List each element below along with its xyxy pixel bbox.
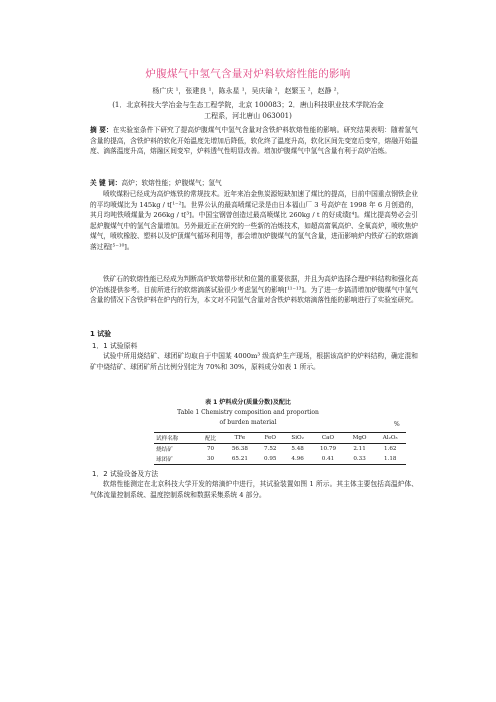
table-cell: 1.18 <box>374 454 406 465</box>
table-cell: 65.21 <box>223 454 256 465</box>
table-header-row <box>154 433 406 444</box>
keywords-label: 关 键 词： <box>90 179 122 187</box>
table-unit: % <box>394 421 400 428</box>
composition-table <box>154 432 406 465</box>
table-cell: 56.38 <box>231 446 248 452</box>
table-cell: 30 <box>198 454 223 465</box>
paper-title: 炉腹煤气中氢气含量对炉料软熔性能的影响 <box>145 68 351 80</box>
table-header-cell: 配比 <box>198 433 223 444</box>
table-cell: 10.79 <box>319 446 336 452</box>
intro-paragraph-1: 喷吹煤粉已经成为高炉炼铁的常规技术。近年来冶金焦炭源短缺加速了煤比的提高，目前中国重点钢铁企业的平均喷煤比为 145kg / t[¹⁻²]。世界公认的最高喷煤记录是由日本福山厂 3 号高炉在 1998 年 6 月创造的，其月均吨铁喷煤量为 266kg / t[³]。中国宝钢曾创造过最高喷煤比 260kg / t 的好成绩[⁴]。煤比提高势必会引起炉腹煤气中的氢气含量增加。另外最近正在研究的一些新的冶炼技术，如超高富氧高炉、全氧高炉，喷吹焦炉煤气，喷吹橡胶、塑料以及炉顶煤气循环利用等，都会增加炉腹煤气的氢气含量，进而影响炉内铁矿石的软熔滴落过程[⁵⁻¹⁰]。 <box>90 190 418 251</box>
table-cell: 4.96 <box>284 454 311 465</box>
table-cell: 球团矿 <box>154 454 198 465</box>
affiliation-line-1: (1．北京科技大学冶金与生态工程学院，北京 100083；2．唐山科技职业技术学院冶金 <box>112 101 384 109</box>
keywords <box>90 178 418 189</box>
table-header-cell: SiO₂ <box>284 433 311 444</box>
table-header-cell: 试样名称 <box>154 433 198 444</box>
table-cell: 70 <box>207 446 215 452</box>
table-cell: 烧结矿 <box>156 447 173 453</box>
abstract <box>90 125 418 157</box>
table-row <box>154 444 406 455</box>
table-header-cell: MgO <box>345 433 375 444</box>
section-heading-1: 1 试验 <box>90 330 111 338</box>
section-1-1-text: 试验中所用烧结矿、球团矿均取自于中国某 4000m³ 级高炉生产现场，根据该高炉的炉料结构，确定混和矿中烧结矿、球团矿所占比例分别定为 70%和 30%，原料成分如表 1 所示。 <box>90 352 418 371</box>
table-cell: 1.62 <box>383 446 397 452</box>
table-caption-cn: 表 1 炉料成分(质量分数)及配比 <box>205 399 291 406</box>
table-header-cell: TFe <box>223 433 256 444</box>
table-cell: 2.11 <box>353 446 366 452</box>
abstract-text: 在实验室条件下研究了提高炉腹煤气中氢气含量对含铁炉料软熔性能的影响。研究结果表明：随着氢气含量的提高，含铁炉料的软化开始温度先增加后降低，软化终了温度升高，软化区间先变宽后变窄，熔融开始温度、滴落温度升高，熔融区间变窄，炉料透气性明显改善。增加炉腹煤气中氢气含量有利于高炉冶炼。 <box>90 126 418 156</box>
table-cell: 7.52 <box>264 446 277 452</box>
table-cell: 5.48 <box>291 446 304 452</box>
table-header-cell: Al₂O₃ <box>374 433 406 444</box>
table-header-cell: FeO <box>257 433 284 444</box>
section-heading-1-1: 1．1 试验原料 <box>92 342 138 350</box>
abstract-label: 摘 要： <box>90 126 113 134</box>
intro-paragraph-2: 铁矿石的软熔性能已经成为判断高炉软熔带形状和位置的重要依据，并且为高炉选择合理炉料结构和强化高炉冶炼提供参考。目前所进行的软熔滴落试验很少考虑氢气的影响[¹¹⁻¹³]。为了进一步搞清增加炉腹煤气中氢气含量的情况下含铁炉料在炉内的行为，本文对不同氢气含量对含铁炉料软熔滴落性能的影响进行了实验室研究。 <box>90 275 418 305</box>
affiliation-line-2: 工程系，河北唐山 063001) <box>204 112 292 120</box>
table-cell: 0.33 <box>345 454 375 465</box>
table-cell: 0.95 <box>257 454 284 465</box>
table-caption-en-2: of burden material <box>219 419 277 426</box>
section-heading-1-2: 1．2 试验设备及方法 <box>92 470 159 478</box>
table-row <box>154 454 406 465</box>
table-cell: 0.41 <box>311 454 344 465</box>
section-1-2-text: 软熔性能测定在北京科技大学开发的熔滴炉中进行，其试验装置如图 1 所示。其主体主要包括高温炉体、气体流量控制系统、温度控制系统和数据采集系统 4 部分。 <box>90 480 418 499</box>
table-caption-en-1: Table 1 Chemistry composition and proportion <box>177 409 319 416</box>
author-list: 杨广庆 ¹，张建良 ¹，陈永星 ¹，吴庆瑜 ²，赵繁玉 ²，赵静 ²， <box>152 87 344 95</box>
keywords-text: 高炉；软熔性能；炉腹煤气；氢气 <box>121 179 222 187</box>
table-header-cell: CaO <box>311 433 344 444</box>
